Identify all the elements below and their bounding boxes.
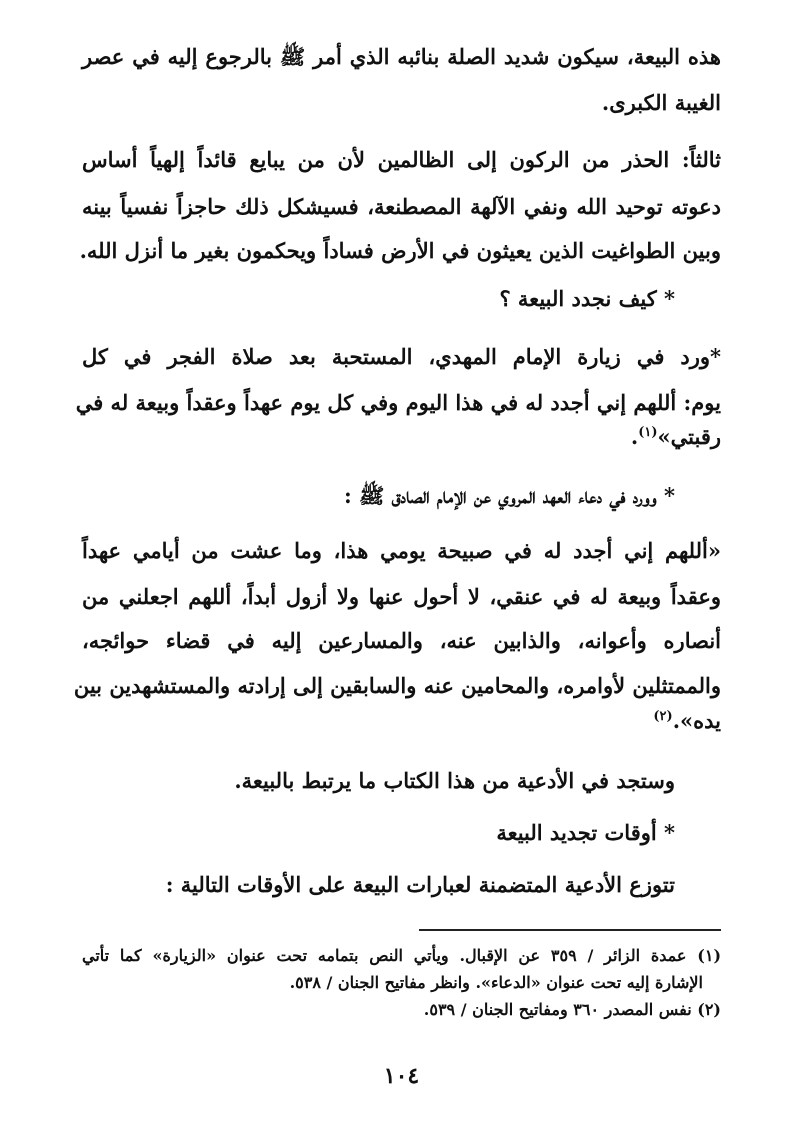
footnote-ref-2: (٢) bbox=[653, 709, 673, 724]
paragraph-2-line-3: وبين الطواغيت الذين يعيثون في الأرض فساداً ويحكمون بغير ما أنزل الله. bbox=[79, 238, 721, 263]
paragraph-4-line-4: والممتثلين لأوامره، والمحامين عنه والسابقين إلى إرادته والمستشهدين بين bbox=[73, 673, 721, 698]
heading-renew-pledge: * كيف نجدد البيعة ؟ bbox=[499, 286, 675, 311]
paragraph-2-line-2: دعوته توحيد الله ونفي الآلهة المصطنعة، فسيشكل ذلك حاجزاً نفسياً بينه bbox=[82, 194, 721, 219]
paragraph-1-line-1: هذه البيعة، سيكون شديد الصلة بنائبه الذي أمر ﷺ بالرجوع إليه في عصر bbox=[82, 44, 721, 69]
footnote-ref-1: (١) bbox=[638, 425, 658, 440]
paragraph-3-line-1: *ورد في زيارة الإمام المهدي، المستحبة بعد صلاة الفجر في كل bbox=[82, 344, 721, 369]
heading-covenant-prayer: * وورد في دعاء العهد المروي عن الإمام الصادق ﷺ : bbox=[343, 483, 675, 508]
paragraph-4-line-3: أنصاره وأعوانه، والذابين عنه، والمسارعين إليه في قضاء حوائجه، bbox=[82, 628, 721, 653]
footnote-separator bbox=[419, 929, 721, 931]
paragraph-4-line-5 bbox=[653, 706, 721, 736]
paragraph-3-line-3 bbox=[631, 422, 721, 452]
paragraph-3-text: رقبتي» bbox=[657, 424, 721, 449]
page-number: ١٠٤ bbox=[383, 1063, 420, 1089]
paragraph-4-line-1: «أللهم إني أجدد له في صبيحة يومي هذا، وما عشت من أيامي عهداً bbox=[82, 538, 721, 563]
paragraph-4-line-2: وعقداً وبيعة له في عنقي، لا أحول عنها ولا أزول أبداً، أللهم اجعلني من bbox=[82, 584, 721, 609]
paragraph-3-period: . bbox=[630, 424, 639, 449]
paragraph-3-line-2: يوم: أللهم إني أجدد له في هذا اليوم وفي كل يوم عهداً وعقداً وبيعة له في bbox=[75, 390, 721, 415]
heading-renewal-times: * أوقات تجديد البيعة bbox=[496, 820, 675, 845]
footnote-2: (٢) نفس المصدر ٣٦٠ ومفاتيح الجنان / ٥٣٩. bbox=[423, 1000, 721, 1019]
paragraph-5: وستجد في الأدعية من هذا الكتاب ما يرتبط بالبيعة. bbox=[234, 768, 675, 793]
footnote-1-line-2: الإشارة إليه تحت عنوان «الدعاء». وانظر مفاتيح الجنان / ٥٣٨. bbox=[289, 973, 703, 992]
paragraph-6: تتوزع الأدعية المتضمنة لعبارات البيعة على الأوقات التالية : bbox=[165, 872, 675, 897]
paragraph-4-text: يده». bbox=[672, 708, 721, 733]
footnote-1-line-1: (١) عمدة الزائر / ٣٥٩ عن الإقبال. ويأتي النص بتمامه تحت عنوان «الزيارة» كما تأتي bbox=[82, 946, 722, 965]
paragraph-2-line-1: ثالثاً: الحذر من الركون إلى الظالمين لأن من يبايع قائداً إلهياً أساس bbox=[82, 147, 721, 172]
paragraph-1-line-2: الغيبة الكبرى. bbox=[601, 90, 721, 115]
